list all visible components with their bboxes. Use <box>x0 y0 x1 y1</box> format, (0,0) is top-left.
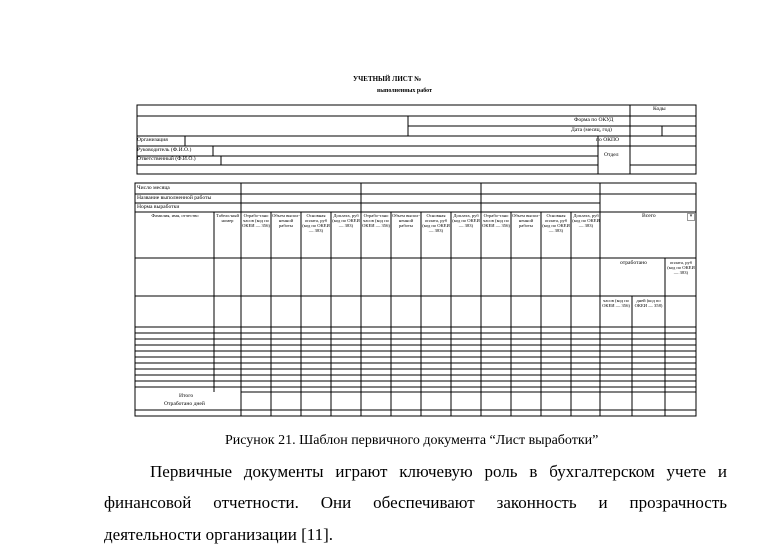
extra-pay-header: Доплата, руб (код по ОКЕИ — 383) <box>452 213 480 229</box>
paragraph-line-1: Первичные документы играют ключевую роль в бухгалтерском учете и <box>150 462 727 481</box>
hours-header: Отрабо-тано часов (код по ОКЕИ — 356) <box>482 213 510 229</box>
norm-label: Норма выработки <box>137 204 180 210</box>
hours-header: Отрабо-тано часов (код по ОКЕИ — 356) <box>362 213 390 229</box>
payment-label: оплата, руб (код по ОКЕИ — 383) <box>667 260 695 276</box>
hours-sub-label: часов (код по ОКЕИ — 356) <box>602 298 630 309</box>
hours-header: Отрабо-тано часов (код по ОКЕИ — 356) <box>242 213 270 229</box>
total-header: Всего <box>642 213 656 219</box>
date-label: Дата (месяц, год) <box>571 127 612 133</box>
manager-label: Руководитель (Ф.И.О.) <box>137 147 192 153</box>
days-sub-label: дней (код по ОКЕИ — 358) <box>634 298 663 309</box>
okpo-label: по ОКПО <box>596 137 620 143</box>
okud-label: Форма по ОКУД <box>574 117 614 123</box>
tab-header: Табель-ный номер <box>216 213 239 224</box>
total-row-label: Итого <box>179 393 194 399</box>
base-pay-header: Основная оплата, руб (код по ОКЕИ — 383) <box>302 213 330 234</box>
responsible-label: Ответственный (Ф.И.О.) <box>137 156 196 162</box>
form-subtitle: выполненных работ <box>377 88 433 94</box>
organization-label: Организация <box>137 137 168 143</box>
dropdown-arrow-icon[interactable]: ▾ <box>687 213 695 221</box>
base-pay-header: Основная оплата, руб (код по ОКЕИ — 383) <box>422 213 450 234</box>
volume-header: Объем выпол-ненной работы <box>272 213 300 229</box>
base-pay-header: Основная оплата, руб (код по ОКЕИ — 383) <box>542 213 570 234</box>
worked-days-row-label: Отработано дней <box>164 401 205 407</box>
worked-label: отработано <box>620 260 647 266</box>
paragraph-line-3: деятельности организации [11]. <box>104 525 334 544</box>
volume-header: Объем выпол-ненной работы <box>512 213 540 229</box>
form-title: УЧЕТНЫЙ ЛИСТ № <box>353 75 422 83</box>
day-label: Число месяца <box>137 185 170 191</box>
paragraph-line-2: финансовой отчетности. Они обеспечивают законность и прозрачность <box>104 493 727 512</box>
figure-caption: Рисунок 21. Шаблон первичного документа “Лист выработки” <box>225 433 599 448</box>
department-label: Отдел <box>604 152 619 158</box>
volume-header: Объем выпол-ненной работы <box>392 213 420 229</box>
codes-label: Коды <box>653 106 666 112</box>
extra-pay-header: Доплата, руб (код по ОКЕИ — 383) <box>572 213 600 229</box>
extra-pay-header: Доплата, руб (код по ОКЕИ — 383) <box>332 213 360 229</box>
fio-header: Фамилия, имя, отчество <box>151 213 199 218</box>
work-name-label: Название выполненной работы <box>137 195 212 201</box>
